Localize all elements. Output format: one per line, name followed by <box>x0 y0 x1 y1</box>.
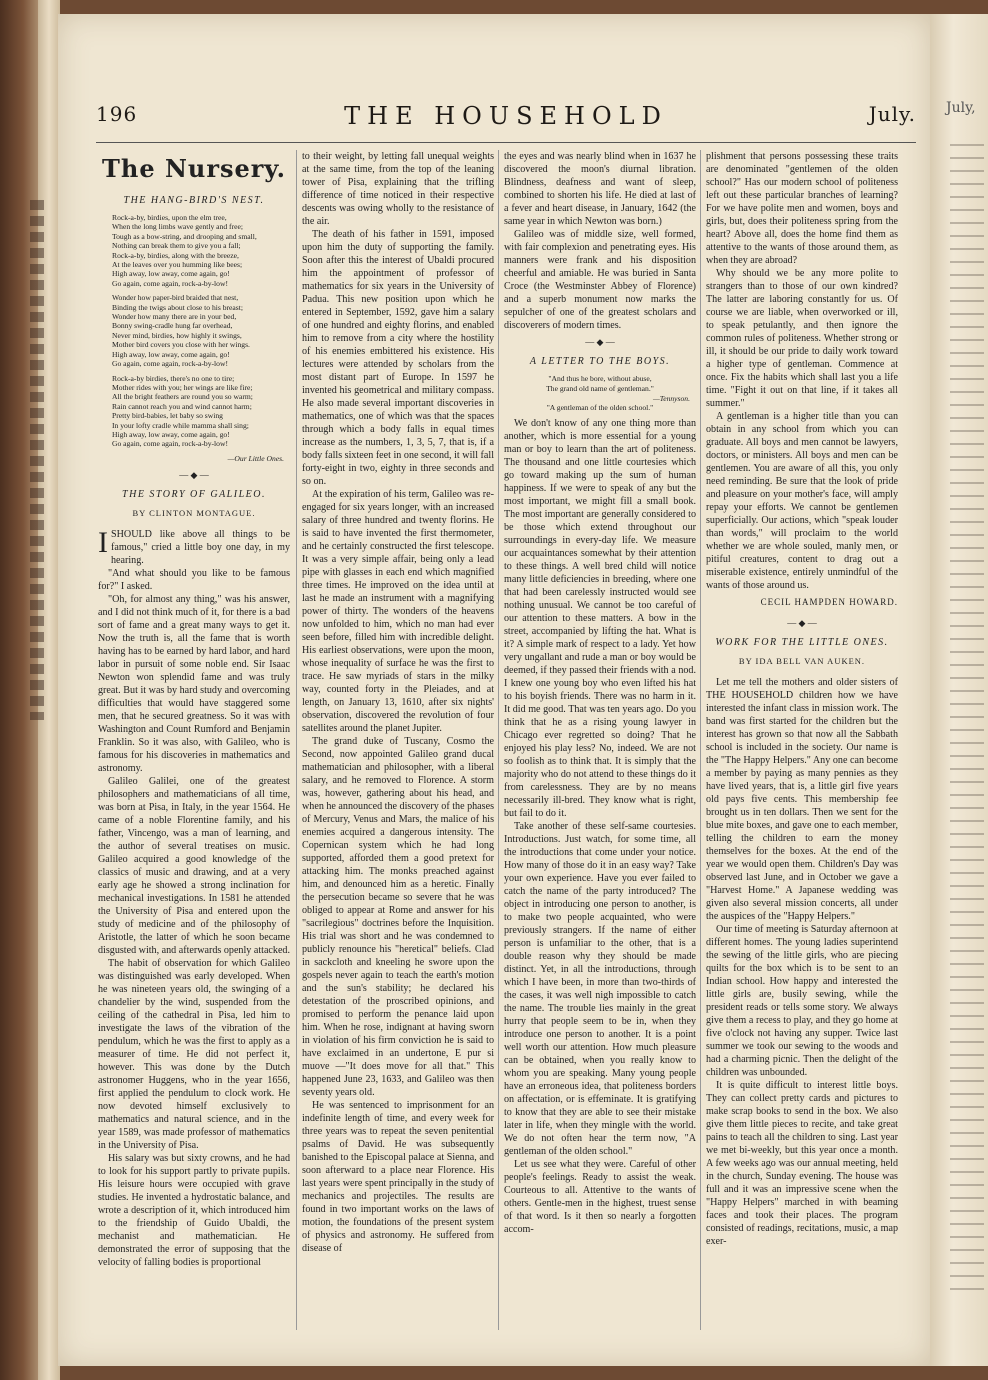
article-paragraph: Let me tell the mothers and older sisters of THE HOUSEHOLD children how we have interested the infant class in mission work. The band was first started for the children but the interest has grown so that now all the Sabbath school is included in the society. Our name is the "The Happy Helpers." Any one can become a member by paying as many pennies as they have lived years, that is, a little girl five years old pays five cents. This membership fee brought us in ten dollars. Then we sent for the blue mite boxes, and gave one to each member, telling the children to earn the money themselves for the boxes. At the end of the year we would open them. Children's Day was observed last June, and in October we gave a "Harvest Home." A Japanese wedding was given also several mission concerts, all under the auspices of the "Happy Helpers." <box>706 677 898 922</box>
poem-stanza: Rock-a-by birdies, there's no one to tire; Mother rides with you; her wings are like fire; All the bright feathers are round you so warm; Rain cannot reach you and wind cannot harm; Pretty bird-babies, let baby so swing In your lofty cradle while mamma shall sing; High away, low away, come again, go! Go again, come again, rock-a-by-low! <box>112 373 253 449</box>
article-paragraph: It is quite difficult to interest little boys. They can collect pretty cards and pictures to make scrap books to send in the box. We also give them little pieces to recite, and take great pains to teach all the children to sing. Last year we met bi-weekly, but this year once a month. A few weeks ago was our annual meeting, held in the church, Sunday evening. The house was full and it was an impressive scene when the "Happy Helpers" marched in with beaming faces and took their places. The program consisted of readings, recitations, music, a map exer- <box>706 1080 898 1247</box>
article-paragraph: He was sentenced to imprisonment for an indefinite length of time, and every week for three years was to repeat the seven penitential psalms of David. He was subsequently banished to the Episcopal palace at Sienna, and soon afterward to a place near Florence. His last years were spent principally in the study of mechanics and projectiles. The results are found in two important works on the laws of motion, the foundations of the present system of physics and astronomy. He suffered from disease of <box>302 1100 494 1254</box>
poem-title: THE HANG-BIRD'S NEST. <box>123 195 265 206</box>
article-paragraph: ISHOULD like above all things to be famous," cried a little boy one day, in my hearing. <box>98 526 290 567</box>
page-number: 196 <box>96 102 138 126</box>
letter-signature: CECIL HAMPDEN HOWARD. <box>760 597 898 607</box>
page <box>58 14 930 1366</box>
column-divider <box>296 150 297 1330</box>
section-separator: — ◆ — <box>585 337 615 347</box>
column-1 <box>98 150 290 1350</box>
article-byline: BY CLINTON MONTAGUE. <box>132 508 256 519</box>
article-paragraph: "Oh, for almost any thing," was his answer, and I did not think much of it, for there is a bad sort of fame and a great many ways to get it. Now the truth is, all the fame that is worth having has to be earned by hard labor, and hard labor in pursuit of some noble end. Sir Isaac Newton won splendid fame and was truly great. But it was by hard study and overcoming difficulties that would have staggered some men, that he secured greatness. So it was with Washington and Count Rumford and Benjamin Franklin. So it was also, with Galileo, who is famous for his discoveries in mathematics and astronomy. <box>98 594 290 775</box>
epigraph <box>510 374 690 413</box>
spine-label <box>30 200 44 720</box>
department-title: The Nursery. <box>102 154 286 183</box>
letter-title: A LETTER TO THE BOYS. <box>529 356 671 367</box>
column-divider <box>700 150 701 1330</box>
article-paragraph: Galileo was of middle size, well formed, with fair complexion and penetrating eyes. His manners were frank and his disposition cheerful and amiable. He was buried in Santa Croce (the Westminster Abbey of Florence) and a superb monument now marks the sepulcher of one of the greatest scholars and discoverers of modern times. <box>504 229 696 331</box>
article-paragraph: We don't know of any one thing more than another, which is more essential for a young man or boy to learn than the art of politeness. The thousand and one little courtesies which go toward making up the sum of human happiness. If we were to speak of any but the most important, we might fill a small book. The most important are generally considered to be those which extend throughout our surroundings in every-day life. We measure our acquaintances somewhat by their attention to these things. A well bred child will notice many little deficiencies in breeding, where one that had been carelessly instructed would see nothing unusual. We cannot be too careful of our attention to these matters. A bow in the street, accompanied by lifting the hat. What is it? A simple mark of respect to a lady. Yet how very ungallant and rude a man or boy would be deemed, if they passed their friends with a nod. I knew one young boy who even lifted his hat to his boyish friends. There was no harm in it. It did me good. That was ten years ago. Do you think that he as a rising young lawyer in Chicago ever regretted so doing? That he enjoyed his play less? No, indeed. We are not so foolish as to think that. It is simply that the majority who do not attend to these things do it from carelessness. They are by no means necessarily ill-bred. They know what is right, but fail to do it. <box>504 418 696 820</box>
article-paragraph: to their weight, by letting fall unequal weights at the same time, from the top of the leaning tower of Pisa, explaining that the trifling difference of time noticed in their respective descents was owing wholly to the resistance of the air. <box>302 151 494 227</box>
poem-attribution: —Our Little Ones. <box>227 453 284 463</box>
epigraph-text: "A gentleman of the olden school." <box>546 403 654 413</box>
article-paragraph: His salary was but sixty crowns, and he had to look for his support partly to private pupils. His leisure hours were occupied with grave studies. He invented a hydrostatic balance, and wrote a description of it, which introduced him to the friendship of Guido Ubaldi, the mechanist and mathematician. He demonstrated the error of supposing that the velocity of falling bodies is proportional <box>98 1153 290 1269</box>
poem <box>112 213 284 463</box>
page-header <box>96 102 916 138</box>
article-paragraph: Our time of meeting is Saturday afternoon at different homes. The young ladies superintend the sewing of the little girls, who are piecing quilts for the box which is to be sent to an Indian school. How happy and interested the little girls are, busily sewing, while the president reads or tells some story. We always give them a recess to play, and they go home at five o'clock not having any supper. Twice last summer we took our sewing to the woods and had a charming picnic. Then the delight of the children was unbounded. <box>706 924 898 1078</box>
article-paragraph: Let us see what they were. Careful of other people's feelings. Ready to assist the weak. Courteous to all. Attentive to the wants of others. Gentle-men in the highest, truest sense of that word. Is it then so nearly a forgotten accom- <box>504 1159 696 1236</box>
article-paragraph: The habit of observation for which Galileo was distinguished was early developed. When he was nineteen years old, the swinging of a chandelier by the wind, suspended from the ceiling of the cathedral in Pisa, led him to investigate the laws of the vibration of the pendulum, which he was the first to apply as a measurer of time. He did not perfect it, however. This was done by the Dutch astronomer Huggens, who in the year 1656, first applied the pendulum to clock work. He now devoted himself exclusively to mathematics and natural science, and in the year 1589, was made professor of mathematics in the University of Pisa. <box>98 958 290 1152</box>
article-byline: BY IDA BELL VAN AUKEN. <box>738 656 866 666</box>
column-divider <box>498 150 499 1330</box>
article-paragraph: A gentleman is a higher title than you can obtain in any school from which you can graduate. All boys and men cannot be lawyers, doctors, or ministers. All boys and men can be gentlemen. You are aware of all this, you only need reminding. Be sure that the look of pride and pleasure on your mother's face, will amply repay your efforts. We cannot be gentlemen superficially. Our actions, which "speak louder than words," will proclaim to the world whether we are whole souled, manly men, or pitiful creatures, content to drag out a miserable existence, entirely unmindful of the wants of those around us. <box>706 411 898 591</box>
section-separator: — ◆ — <box>787 618 817 628</box>
article-paragraph: plishment that persons possessing these traits are denominated "gentlemen of the olden school?" Has our modern school of politeness left out these particular branches of learning? For we have polite men and women, boys and girls, but, does their politeness spring from the heart? Above all, does the home find them as attentive to the wants of those around them, as when they are abroad? <box>706 151 898 266</box>
running-title: THE HOUSEHOLD <box>344 102 668 130</box>
epigraph-text: "And thus he bore, without abuse, The grand old name of gentleman." <box>546 374 654 393</box>
next-page-text-lines <box>950 144 984 1294</box>
column-4 <box>706 150 898 1350</box>
article-paragraph: Galileo Galilei, one of the greatest philosophers and mathematicians of all time, was born at Pisa, in Italy, in the year 1564. He came of a noble Florentine family, and his father, Vincengo, was a man of learning, and the author of several treatises on music. Galileo acquired a good knowledge of the classics of music and drawing, and at a very early age he showed a strong inclination for mechanical investigations. In 1581 he attended the University of Pisa and entered upon the study of medicine and of the philosophy of Aristotle, the latter of which he soon became disgusted with, and afterwards openly attacked. <box>98 776 290 957</box>
article-paragraph: The grand duke of Tuscany, Cosmo the Second, now appointed Galileo grand ducal mathematician and philosopher, with a liberal salary, and he removed to Florence. A storm was, however, gathering about his head, and when he announced the discovery of the phases of Mercury, Venus and Mars, the malice of his enemies acquired a dangerous intensity. The Copernican system which he had long supported, afforded them a good pretext for attacking him. The monks preached against him, and denounced him as a heretic. Finally the persecution became so severe that he was obliged to appear at Rome and answer for his "sacrilegious" doctrines before the Inquisition. His trial was short and he was condemned to publicly renounce his "heretical" beliefs. Clad in sackcloth and kneeling he swore upon the gospels never again to teach the earth's motion and the sun's stability; he declared his detestation of the proscribed opinions, and promised to perform the penance laid upon him. When he rose, indignant at having sworn in violation of his firm conviction he is said to have exclaimed in an undertone, E pur si muove —"It does move for all that." This happened June 23, 1633, and Galileo was then seventy years old. <box>302 736 494 1098</box>
article-paragraph: Why should we be any more polite to strangers than to those of our own kindred? The latter are laboring constantly for us. Of course we are liable, when overworked or ill, to speak petulantly, and then ignore the common rules of politeness. Whether strong or ill, it should be our pride to daily work toward a higher type of gentleman. Commence at once. Fix the habits which shall last you a life time. "Fight it out on that line, if it takes all summer." <box>706 268 898 409</box>
article-paragraph: Take another of these self-same courtesies. Introductions. Just watch, for some time, all the introductions that come under your notice. How many of those do it in an easy way? Take your own experience. Have you ever failed to catch the name of the party introduced? The object in introducing one person to another, is to make two people acquainted, who were previously strangers. If the name of either person is unfamiliar to the other, that is a double reason why they should be made distinct. Yet, in all the introductions, through which I have been, in more than two-thirds of the cases, it was well nigh impossible to catch the name. The trouble lies mainly in the great hurry that people seem to be in, when they introduce one person to another. It is a point well worth our attention. How much pleasure can be obtained, when you really know to whom you are speaking. Many young people have an erroneous idea, that politeness borders on affectation, or is effeminate. It is gratifying to know that they are able to see their mistake later in life, when they mingle with the world. We do not often hear the term now, "A gentleman of the olden school." <box>504 821 696 1158</box>
next-page-edge <box>930 14 988 1366</box>
article-title: WORK FOR THE LITTLE ONES. <box>715 637 889 648</box>
poem-stanza: Rock-a-by, birdies, upon the elm tree, When the long limbs wave gently and free; Tough as a bow-string, and drooping and small, Nothing can break them to give you a fall; Rock-a-by, birdies, along with the breeze, At the leaves over you humming like bees; High away, low away, come again, go! Go again, come again, rock-a-by-low! <box>112 213 257 288</box>
article-title: THE STORY OF GALILEO. <box>122 489 266 501</box>
article-paragraph: The death of his father in 1591, imposed upon him the duty of supporting the family. Soon after this the interest of Ubaldi procured him the appointment of professor of mathematics for six years in the University of Padua. This new position upon which he entered in September, 1592, gave him a salary of one hundred and eighty florins, and enabled him to remove from a city where the hostility of his enemies embittered his existence. His lectures were attended by scholars from the most distant part of Europe. In 1597 he invented his geometrical and military compass. He also made several important discoveries in mathematics, one of which was that the spaces through which a body falls in equal times increase as the numbers, 1, 3, 5, 7, that is, if a body falls sixteen feet in one second, it will fall forty-eight in two, eighty in three seconds and so on. <box>302 229 494 487</box>
drop-cap: I <box>98 526 108 560</box>
column-2 <box>302 150 494 1350</box>
column-3 <box>504 150 696 1350</box>
issue-month: July. <box>868 102 916 126</box>
epigraph-attribution: —Tennyson. <box>652 393 690 403</box>
header-rule <box>96 142 916 143</box>
next-page-header: July, <box>946 100 976 116</box>
article-paragraph: "And what should you like to be famous for?" I asked. <box>98 568 290 593</box>
poem-stanza: Wonder how paper-bird braided that nest, Binding the twigs about close to his breast; Wonder how many there are in your bed, Bonny swing-cradle hung far overhead, Never mind, birdies, how highly it swings, Mother bird covers you close with her wings. High away, low away, come again, go! Go again, come again, rock-a-by-low! <box>112 293 250 369</box>
article-paragraph: the eyes and was nearly blind when in 1637 he discovered the moon's diurnal libration. Blindness, deafness and want of sleep, combined to shorten his life. He died at last of a fever and heart disease, in January, 1642 (the same year in which Newton was born.) <box>504 151 696 227</box>
article-paragraph: At the expiration of his term, Galileo was re-engaged for six years longer, with an increased salary of three hundred and twenty florins. He is said to have invented the first thermometer, and he certainly constructed the first telescope. It was a very simple affair, being only a lead pipe with glasses in each end which magnified three times. He improved on the idea until at last he made an instrument with a magnifying power of thirty. The wonders of the heavens now unfolded to him, which no man had ever seen before, filled him with incredible delight. His earliest observations, were upon the moon, whose inequality of surface he was the first to trace. He saw myriads of stars in the milky way, counted forty in the Pleiades, and at length, on January 13, 1610, after six nights' observation, discovered the revolution of four satellites around the planet Jupiter. <box>302 489 494 734</box>
section-separator: — ◆ — <box>179 470 209 481</box>
